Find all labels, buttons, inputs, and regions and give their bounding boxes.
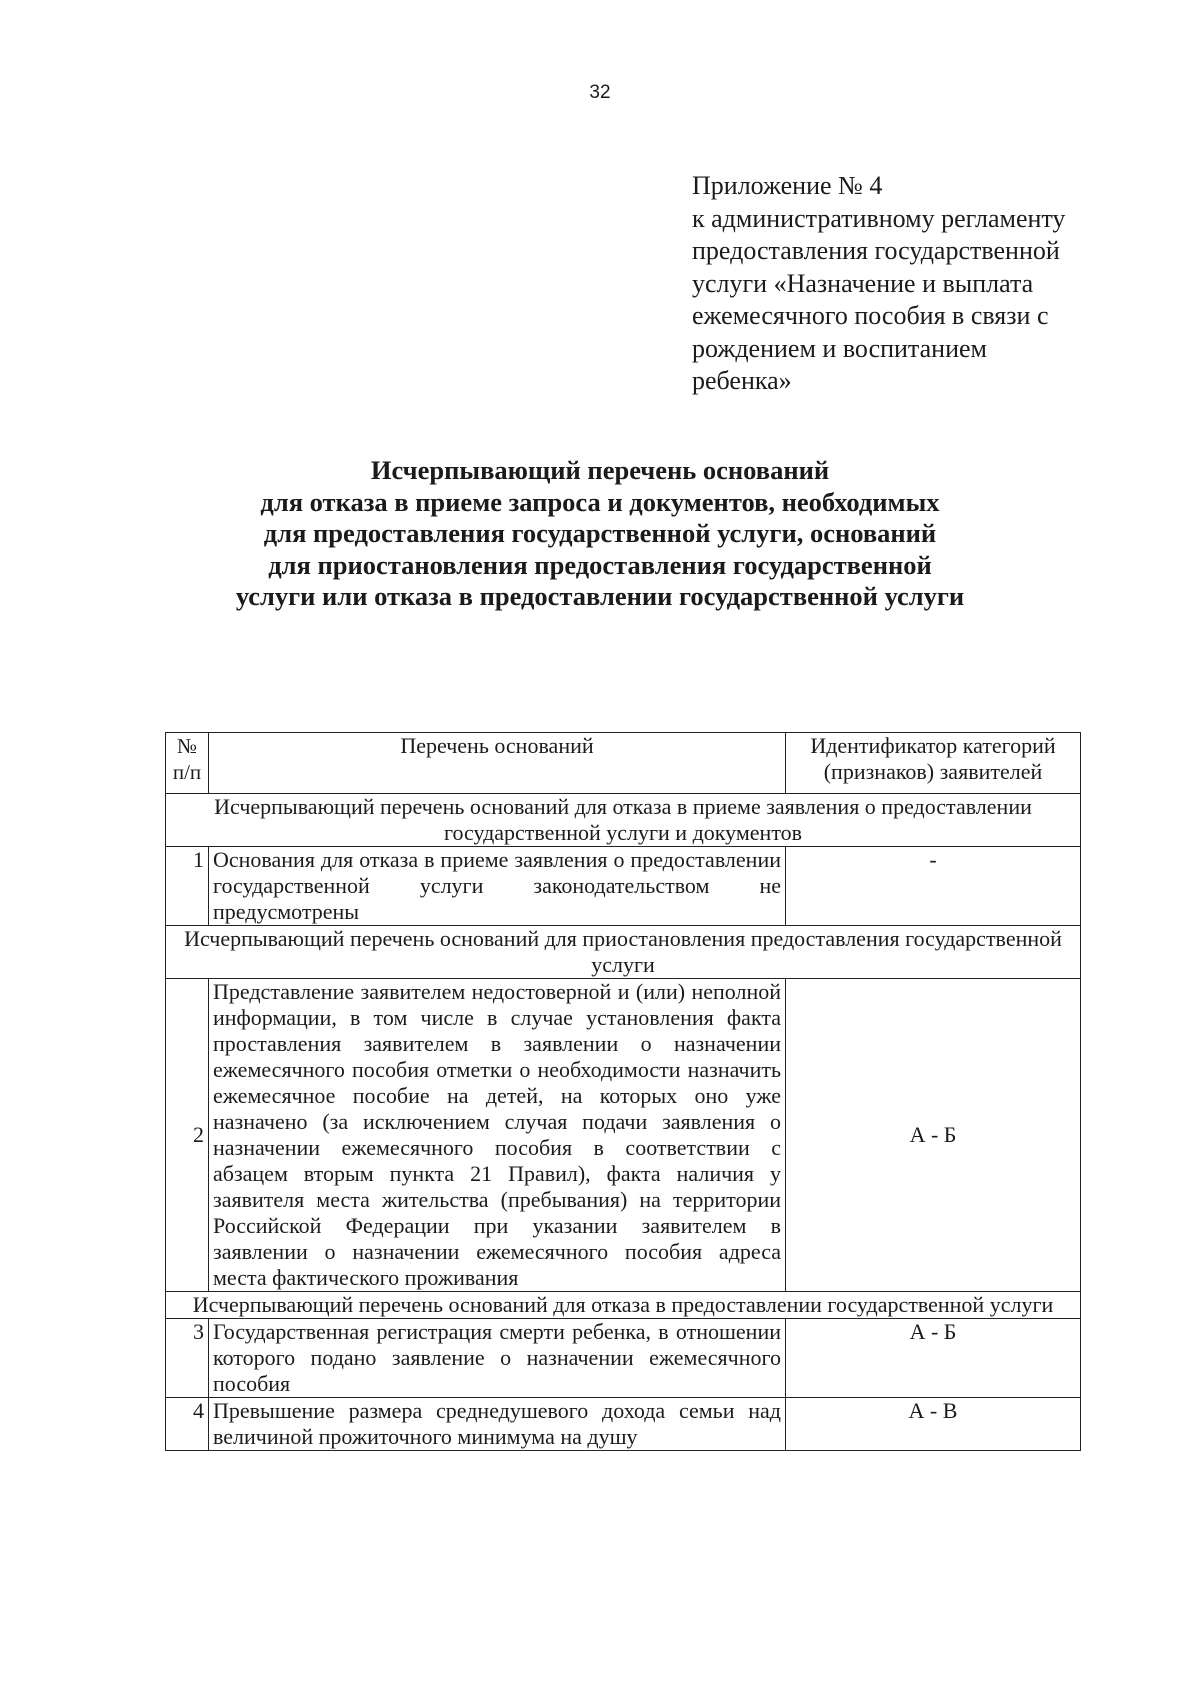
grounds-table xyxy=(165,732,1081,1451)
title-line: для приостановления предоставления государственной xyxy=(268,549,932,580)
row-reason: Основания для отказа в приеме заявления о предоставлении государственной услуги законодательством не предусмотрены xyxy=(209,847,786,926)
row-reason: Представление заявителем недостоверной и (или) неполной информации, в том числе в случае установления факта проставления заявителем в заявлении о назначении ежемесячного пособия отметки о необходимости назначить ежемесячное пособие на детей, на которых оно уже назначено (за исключением случая подачи заявления о назначении ежемесячного пособия в соответствии с абзацем вторым пункта 21 Правил), факта наличия у заявителя места жительства (пребывания) на территории Российской Федерации при указании заявителем в заявлении о назначении ежемесячного пособия адреса места фактического проживания xyxy=(209,979,786,1292)
header-identifier: Идентификатор категорий (признаков) заявителей xyxy=(786,733,1081,794)
section-row xyxy=(166,794,1081,847)
row-reason: Превышение размера среднедушевого дохода семьи над величиной прожиточного минимума на душу xyxy=(209,1398,786,1451)
appendix-line: ежемесячного пособия в связи с xyxy=(692,301,1049,330)
appendix-line: Приложение № 4 xyxy=(692,171,883,200)
header-num: № п/п xyxy=(166,733,209,794)
row-number: 2 xyxy=(166,979,209,1292)
table-header-row xyxy=(166,733,1081,794)
row-number: 4 xyxy=(166,1398,209,1451)
title-line: для предоставления государственной услуги, оснований xyxy=(263,518,937,548)
row-number: 1 xyxy=(166,847,209,926)
appendix-line: предоставления государственной xyxy=(692,236,1060,265)
section-refusal-acceptance: Исчерпывающий перечень оснований для отказа в приеме заявления о предоставлении государственной услуги и документов xyxy=(166,794,1081,847)
appendix-line: к административному регламенту xyxy=(692,203,1066,233)
table-row xyxy=(166,979,1081,1292)
title-line: услуги или отказа в предоставлении государственной услуги xyxy=(235,581,965,611)
row-identifier: А - Б xyxy=(786,1319,1081,1398)
row-identifier: - xyxy=(786,847,1081,926)
row-number: 3 xyxy=(166,1319,209,1398)
row-reason: Государственная регистрация смерти ребенка, в отношении которого подано заявление о назначении ежемесячного пособия xyxy=(209,1319,786,1398)
document-title xyxy=(170,455,1030,613)
section-row xyxy=(166,926,1081,979)
row-identifier: А - В xyxy=(786,1398,1081,1451)
table-row xyxy=(166,847,1081,926)
section-refusal-service: Исчерпывающий перечень оснований для отказа в предоставлении государственной услуги xyxy=(166,1292,1081,1319)
appendix-heading xyxy=(692,170,1132,398)
appendix-line: рождением и воспитанием xyxy=(692,333,987,363)
title-line: для отказа в приеме запроса и документов, необходимых xyxy=(260,486,940,517)
appendix-line: ребенка» xyxy=(692,366,792,395)
title-line: Исчерпывающий перечень оснований xyxy=(370,455,830,485)
section-row xyxy=(166,1292,1081,1319)
table-row xyxy=(166,1319,1081,1398)
page-number: 32 xyxy=(589,82,611,103)
section-suspension: Исчерпывающий перечень оснований для приостановления предоставления государственной услуги xyxy=(166,926,1081,979)
header-reasons: Перечень оснований xyxy=(209,733,786,794)
row-identifier: А - Б xyxy=(786,979,1081,1292)
appendix-line: услуги «Назначение и выплата xyxy=(692,268,1034,298)
table-row xyxy=(166,1398,1081,1451)
